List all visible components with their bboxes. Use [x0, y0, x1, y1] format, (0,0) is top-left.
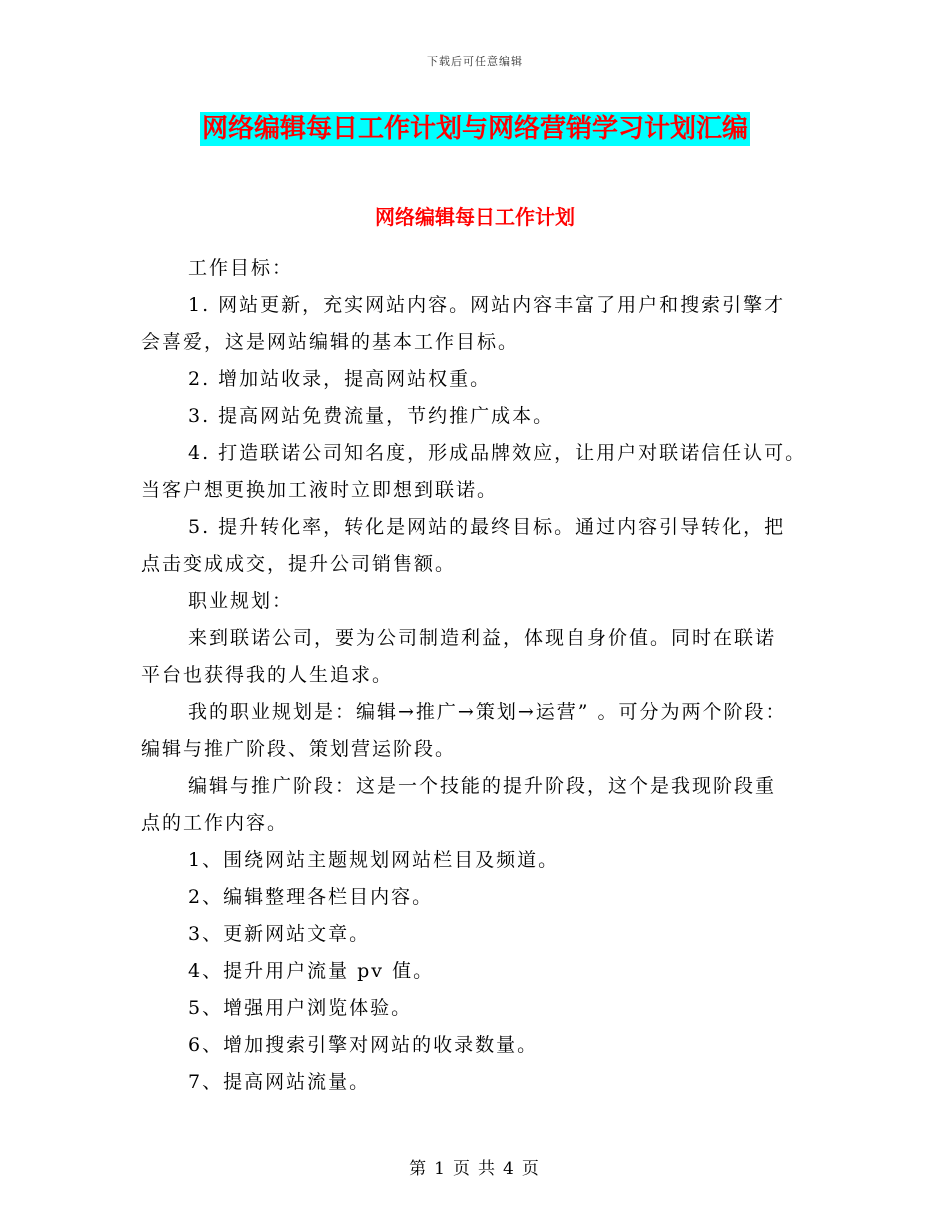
paragraph: [141, 398, 821, 435]
text-line: 1. 网站更新，充实网站内容。网站内容丰富了用户和搜索引擎才: [188, 294, 786, 316]
text-line: 来到联诺公司，要为公司制造利益，体现自身价值。同时在联诺: [188, 627, 777, 649]
text-line: 当客户想更换加工液时立即想到联诺。: [141, 479, 499, 501]
paragraph: [141, 990, 821, 1027]
footer-total-pages: 4: [503, 1159, 516, 1179]
text-line: 会喜爱，这是网站编辑的基本工作目标。: [141, 331, 520, 353]
text-line: 3、更新网站文章。: [188, 923, 371, 945]
text-line: 4. 打造联诺公司知名度，形成品牌效应，让用户对联诺信任认可。: [188, 442, 807, 464]
paragraph: [141, 509, 821, 583]
text-line: 我的职业规划是：编辑→推广→策划→运营” 。可分为两个阶段：: [188, 701, 787, 723]
page-footer: [0, 1154, 950, 1179]
document-main-title: 网络编辑每日工作计划与网络营销学习计划汇编: [201, 114, 748, 144]
footer-current-page: 1: [434, 1159, 447, 1179]
text-line: 1、围绕网站主题规划网站栏目及频道。: [188, 849, 560, 871]
text-line: 4、提升用户流量 pv 值。: [188, 960, 435, 982]
text-line: 6、增加搜索引擎对网站的收录数量。: [188, 1034, 539, 1056]
paragraph: [141, 287, 821, 361]
paragraph: [141, 768, 821, 842]
document-body: [141, 250, 821, 1101]
text-line: 编辑与推广阶段、策划营运阶段。: [141, 738, 457, 760]
main-title-container: [0, 112, 950, 146]
paragraph: [141, 1027, 821, 1064]
text-line: 平台也获得我的人生追求。: [141, 664, 394, 686]
text-line: 5、增强用户浏览体验。: [188, 997, 413, 1019]
section-title: 网络编辑每日工作计划: [375, 205, 575, 229]
text-line: 点的工作内容。: [141, 812, 289, 834]
paragraph: [141, 842, 821, 879]
text-line: 5. 提升转化率，转化是网站的最终目标。通过内容引导转化，把: [188, 516, 786, 538]
text-line: 2、编辑整理各栏目内容。: [188, 886, 434, 908]
paragraph: [141, 583, 821, 620]
paragraph: [141, 361, 821, 398]
text-line: 编辑与推广阶段：这是一个技能的提升阶段，这个是我现阶段重: [188, 775, 777, 797]
paragraph: [141, 694, 821, 768]
text-line: 7、提高网站流量。: [188, 1071, 371, 1093]
text-line: 点击变成成交，提升公司销售额。: [141, 553, 457, 575]
text-line: 2. 增加站收录，提高网站权重。: [188, 368, 492, 390]
footer-label-page-unit: 页: [453, 1159, 472, 1179]
paragraph: [141, 620, 821, 694]
paragraph: [141, 916, 821, 953]
paragraph: [141, 250, 821, 287]
footer-label-page: 第: [409, 1159, 429, 1179]
paragraph: [141, 435, 821, 509]
footer-label-total: 共: [478, 1159, 497, 1179]
text-line: 工作目标：: [188, 257, 294, 279]
paragraph: [141, 1064, 821, 1101]
paragraph: [141, 879, 821, 916]
paragraph: [141, 953, 821, 990]
text-line: 3. 提高网站免费流量，节约推广成本。: [188, 405, 555, 427]
page-header-note: 下载后可任意编辑: [427, 55, 523, 68]
text-line: 职业规划：: [188, 590, 294, 612]
footer-label-total-unit: 页: [521, 1159, 541, 1179]
